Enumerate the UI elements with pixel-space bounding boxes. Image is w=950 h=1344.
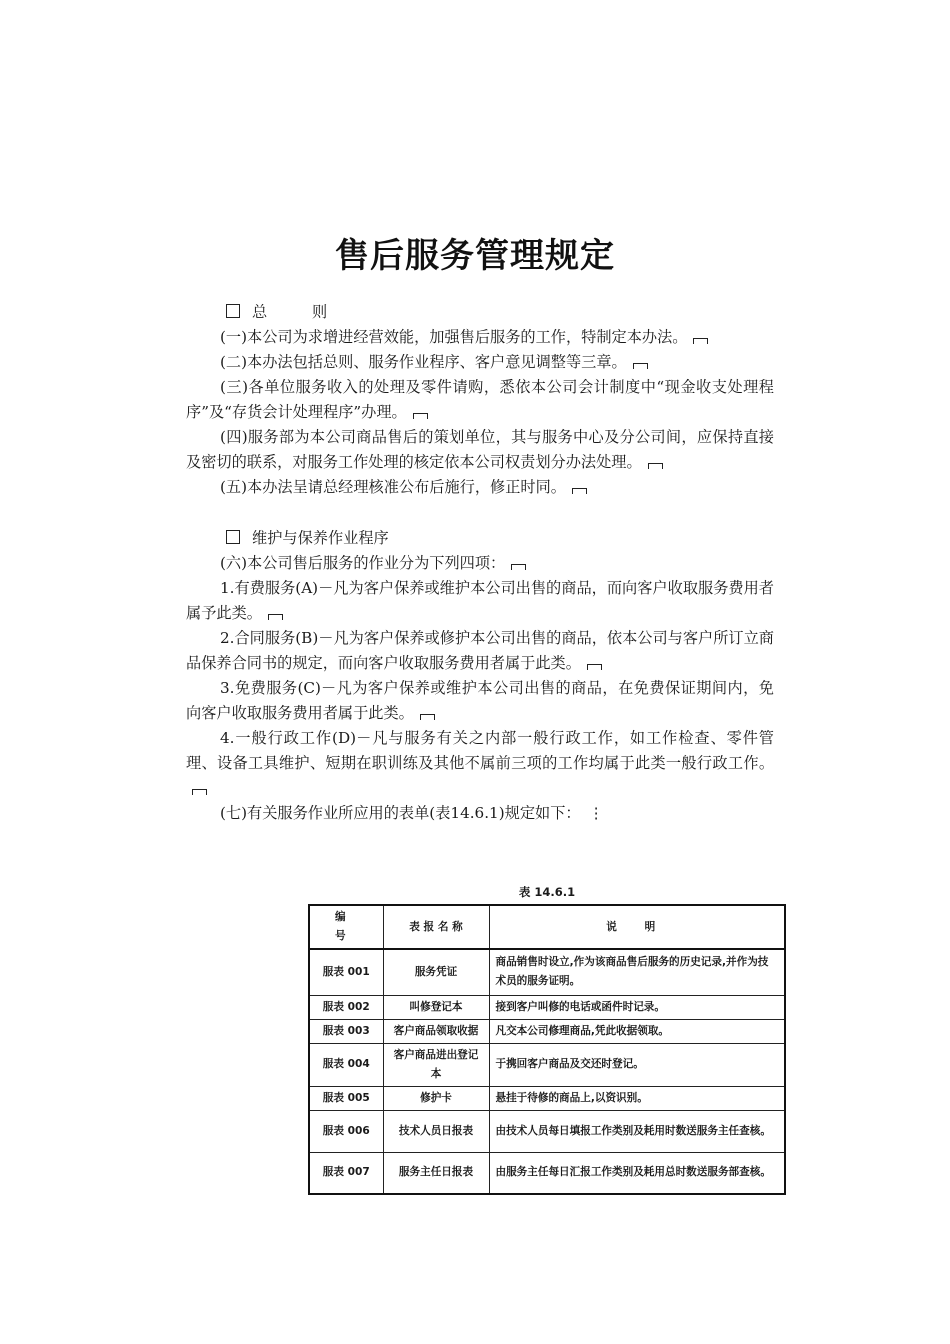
table-row — [309, 949, 785, 995]
cell-form-name: 客户商品领取收据 — [383, 1019, 489, 1043]
cell-form-name: 叫修登记本 — [383, 995, 489, 1019]
paragraph: 2.合同服务(B)－凡为客户保养或修护本公司出售的商品，依本公司与客户所订立商品保养合同书的规定，而向客户收取服务费用者属于此类。 — [186, 629, 774, 672]
cell-description: 悬挂于待修的商品上,以资识别。 — [489, 1086, 785, 1110]
cell-form-name: 技术人员日报表 — [383, 1110, 489, 1152]
cell-form-name: 服务凭证 — [383, 949, 489, 995]
header-form-name: 表 报 名 称 — [383, 905, 489, 949]
paragraph-mark-icon — [693, 338, 708, 344]
paragraph-mark-icon — [413, 413, 428, 419]
cell-description: 于携回客户商品及交还时登记。 — [489, 1043, 785, 1086]
cell-code: 服表 007 — [309, 1152, 383, 1194]
cell-code: 服表 004 — [309, 1043, 383, 1086]
table-row — [309, 1043, 785, 1086]
header-description: 说 明 — [489, 905, 785, 949]
table-header-row — [309, 905, 785, 949]
paragraph: (一)本公司为求增进经营效能，加强售后服务的工作，特制定本办法。 — [186, 325, 774, 350]
checkbox-square-icon — [226, 530, 240, 544]
table-caption: 表 14.6.1 — [518, 885, 576, 899]
cell-description: 由服务主任每日汇报工作类别及耗用总时数送服务部查核。 — [489, 1152, 785, 1194]
paragraph-mark-icon — [587, 664, 602, 670]
table-row — [309, 1086, 785, 1110]
paragraph: (七)有关服务作业所应用的表单(表14.6.1)规定如下： ⋮ — [220, 804, 604, 822]
cell-code: 服表 005 — [309, 1086, 383, 1110]
paragraph-mark-icon — [268, 614, 283, 620]
section-heading-general: 总 则 — [186, 300, 774, 325]
paragraph: (二)本办法包括总则、服务作业程序、客户意见调整等三章。 — [186, 350, 774, 375]
paragraph-mark-icon — [648, 463, 663, 469]
cell-code: 服表 001 — [309, 949, 383, 995]
cell-code: 服表 006 — [309, 1110, 383, 1152]
table-row — [309, 1019, 785, 1043]
forms-table — [308, 904, 786, 1195]
paragraph: 1.有费服务(A)－凡为客户保养或维护本公司出售的商品，而向客户收取服务费用者属予此类。 — [186, 579, 774, 622]
paragraph: (三)各单位服务收入的处理及零件请购，悉依本公司会计制度中“现金收支处理程序”及“存货会计处理程序”办理。 — [186, 378, 774, 421]
paragraph: (六)本公司售后服务的作业分为下列四项： — [186, 551, 774, 576]
table-row — [309, 1110, 785, 1152]
page-title: 售后服务管理规定 — [335, 236, 615, 276]
continuation-mark: ⋮ — [588, 804, 604, 822]
paragraph-mark-icon — [192, 789, 207, 795]
cell-description: 由技术人员每日填报工作类别及耗用时数送服务主任查核。 — [489, 1110, 785, 1152]
paragraph: 3.免费服务(C)－凡为客户保养或维护本公司出售的商品，在免费保证期间内，免向客户收取服务费用者属于此类。 — [186, 679, 774, 722]
document-body — [186, 300, 774, 826]
cell-form-name: 客户商品进出登记本 — [383, 1043, 489, 1086]
table-row — [309, 995, 785, 1019]
paragraph: 4.一般行政工作(D)－凡与服务有关之内部一般行政工作，如工作检查、零件管理、设备工具维护、短期在职训练及其他不属前三项的工作均属于此类一般行政工作。 — [186, 726, 774, 801]
paragraph-mark-icon — [511, 564, 526, 570]
cell-code: 服表 003 — [309, 1019, 383, 1043]
cell-form-name: 修护卡 — [383, 1086, 489, 1110]
checkbox-square-icon — [226, 304, 240, 318]
table-row — [309, 1152, 785, 1194]
paragraph-mark-icon — [572, 488, 587, 494]
paragraph-mark-icon — [633, 363, 648, 369]
cell-description: 商品销售时设立,作为该商品售后服务的历史记录,并作为技术员的服务证明。 — [489, 949, 785, 995]
section-heading-maintenance: 维护与保养作业程序 — [186, 526, 774, 551]
cell-description: 凡交本公司修理商品,凭此收据领取。 — [489, 1019, 785, 1043]
cell-description: 接到客户叫修的电话或函件时记录。 — [489, 995, 785, 1019]
paragraph: (五)本办法呈请总经理核准公布后施行，修正时同。 — [186, 475, 774, 500]
paragraph-mark-icon — [420, 714, 435, 720]
paragraph: (四)服务部为本公司商品售后的策划单位，其与服务中心及分公司间，应保持直接及密切的联系，对服务工作处理的核定依本公司权责划分办法处理。 — [186, 428, 774, 471]
cell-code: 服表 002 — [309, 995, 383, 1019]
cell-form-name: 服务主任日报表 — [383, 1152, 489, 1194]
header-code: 编 号 — [309, 905, 383, 949]
